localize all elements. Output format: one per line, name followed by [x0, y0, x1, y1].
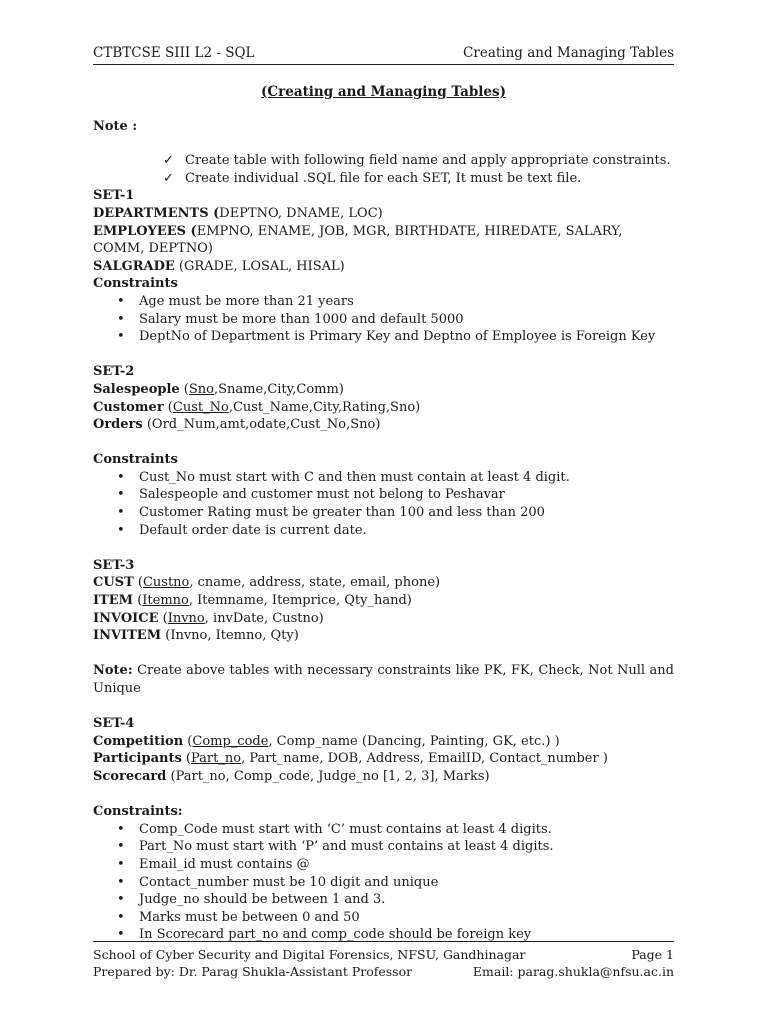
set3-note: Note: Create above tables with necessary constraints like PK, FK, Check, Not Null and Unique: [93, 663, 674, 696]
header-course: CTBTCSE SIII L2 - SQL: [93, 45, 255, 61]
table-participants: Participants (Part_no, Part_name, DOB, Address, EmailID, Contact_number ): [93, 751, 608, 767]
bullet-icon: •: [117, 293, 125, 309]
footer-email: Email: parag.shukla@nfsu.ac.in: [472, 964, 674, 979]
constraint-item: • DeptNo of Department is Primary Key and Deptno of Employee is Foreign Key: [117, 329, 656, 345]
bullet-icon: •: [117, 821, 125, 837]
set1-constraints-list: [93, 293, 674, 346]
footer-page-number: Page 1: [631, 947, 674, 962]
constraint-item: • Salespeople and customer must not belong to Peshavar: [117, 487, 505, 503]
set1-heading: SET-1: [93, 188, 135, 204]
document-body: [93, 84, 674, 944]
bullet-icon: •: [117, 505, 125, 521]
table-invitem: INVITEM (Invno, Itemno, Qty): [93, 628, 299, 644]
footer-school: School of Cyber Security and Digital Forensics, NFSU, Gandhinagar: [93, 947, 526, 962]
note-item: ✓ Create table with following field name and apply appropriate constraints.: [163, 153, 671, 169]
header-topic: Creating and Managing Tables: [463, 45, 674, 61]
bullet-icon: •: [117, 329, 125, 345]
bullet-icon: •: [117, 892, 125, 908]
set4-heading: SET-4: [93, 716, 135, 732]
bullet-icon: •: [117, 839, 125, 855]
footer-prepared-by: Prepared by: Dr. Parag Shukla-Assistant Professor: [93, 964, 413, 979]
bullet-icon: •: [117, 487, 125, 503]
constraint-item: • Part_No must start with ‘P’ and must contains at least 4 digits.: [117, 839, 554, 855]
table-salespeople: Salespeople (Sno,Sname,City,Comm): [93, 381, 344, 397]
constraint-item: • In Scorecard part_no and comp_code should be foreign key: [117, 927, 532, 943]
constraint-item: • Default order date is current date.: [117, 522, 367, 538]
note-list: [93, 152, 674, 187]
bullet-icon: •: [117, 856, 125, 872]
table-employees: EMPLOYEES (EMPNO, ENAME, JOB, MGR, BIRTHDATE, HIREDATE, SALARY, COMM, DEPTNO): [93, 223, 623, 257]
set4-constraints-list: [93, 821, 674, 944]
table-item: ITEM (Itemno, Itemname, Itemprice, Qty_hand): [93, 593, 412, 609]
bullet-icon: •: [117, 311, 125, 327]
table-cust: CUST (Custno, cname, address, state, email, phone): [93, 575, 441, 591]
bullet-icon: •: [117, 469, 125, 485]
table-salgrade: SALGRADE (GRADE, LOSAL, HISAL): [93, 258, 345, 274]
document-title: (Creating and Managing Tables): [260, 84, 507, 100]
set2-heading: SET-2: [93, 364, 135, 380]
set4-constraints-label: Constraints:: [93, 804, 183, 820]
constraint-item: • Marks must be between 0 and 50: [117, 909, 360, 925]
bullet-icon: •: [117, 909, 125, 925]
table-competition: Competition (Comp_code, Comp_name (Dancing, Painting, GK, etc.) ): [93, 733, 560, 749]
constraint-item: • Email_id must contains @: [117, 856, 310, 872]
table-orders: Orders (Ord_Num,amt,odate,Cust_No,Sno): [93, 417, 381, 433]
set2-constraints-label: Constraints: [93, 452, 178, 468]
bullet-icon: •: [117, 522, 125, 538]
set2-constraints-list: [93, 469, 674, 539]
page-footer: [93, 941, 674, 980]
constraint-item: • Judge_no should be between 1 and 3.: [117, 892, 386, 908]
note-item: ✓ Create individual .SQL file for each SET, It must be text file.: [163, 170, 582, 186]
table-departments: DEPARTMENTS (DEPTNO, DNAME, LOC): [93, 205, 383, 221]
constraint-item: • Customer Rating must be greater than 100 and less than 200: [117, 505, 545, 521]
table-scorecard: Scorecard (Part_no, Comp_code, Judge_no [1, 2, 3], Marks): [93, 768, 490, 784]
table-customer: Customer (Cust_No,Cust_Name,City,Rating,Sno): [93, 399, 421, 415]
checkmark-icon: ✓: [163, 153, 174, 169]
set1-constraints-label: Constraints: [93, 276, 178, 292]
note-label: Note :: [93, 118, 138, 134]
set3-heading: SET-3: [93, 557, 135, 573]
bullet-icon: •: [117, 874, 125, 890]
constraint-item: • Contact_number must be 10 digit and unique: [117, 874, 439, 890]
checkmark-icon: ✓: [163, 170, 174, 186]
bullet-icon: •: [117, 927, 125, 943]
page-header: [93, 42, 674, 65]
constraint-item: • Comp_Code must start with ‘C’ must contains at least 4 digits.: [117, 821, 552, 837]
constraint-item: • Salary must be more than 1000 and default 5000: [117, 311, 464, 327]
table-invoice: INVOICE (Invno, invDate, Custno): [93, 610, 324, 626]
constraint-item: • Age must be more than 21 years: [117, 293, 354, 309]
constraint-item: • Cust_No must start with C and then must contain at least 4 digit.: [117, 469, 570, 485]
